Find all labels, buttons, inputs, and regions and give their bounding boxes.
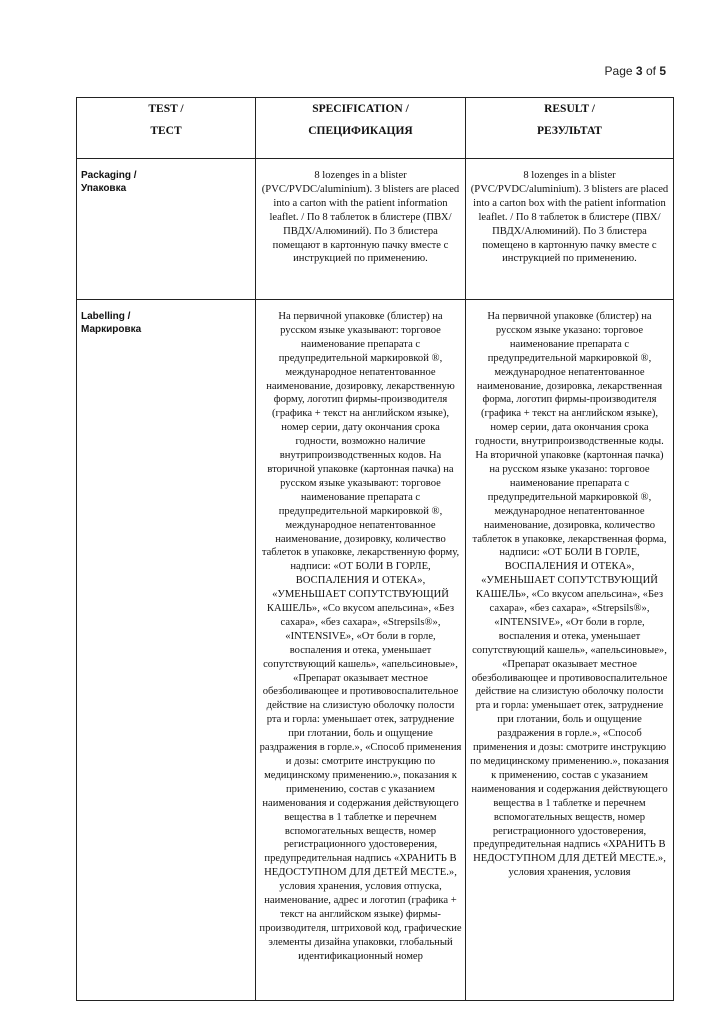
table-row-packaging: [77, 159, 674, 300]
header-test-en: TEST /: [148, 103, 184, 115]
page-of-label: of: [645, 64, 656, 78]
header-specification: [256, 98, 466, 159]
header-specification-ru: СПЕЦИФИКАЦИЯ: [308, 125, 413, 137]
table-header-row: [77, 98, 674, 159]
result-text: На первичной упаковке (блистер) на русском языке указано: торговое наименование препарата с предупредительной маркировкой ®, международное непатентованное наименование, дозировка, лекарственная форма, логотип фирмы-производителя (графика + текст на английском языке), номер серии, дата окончания срока годности, внутрипроизводственные коды. На вторичной упаковке (картонная пачка) на русском языке указано: торговое наименование препарата с предупредительной маркировкой ®, международное непатентованное наименование, дозировка, количество таблеток в упаковке, лекарственная форма, надписи: «ОТ БОЛИ В ГОРЛЕ, ВОСПАЛЕНИЯ И ОТЕКА», «УМЕНЬШАЕТ СОПУТСТВУЮЩИЙ КАШЕЛЬ», «Со вкусом апельсина», «Без сахара», «без сахара», «Strepsils®», «INTENSIVE», «От боли в горле, воспаления и отека, уменьшает сопутствующий кашель», «апельсиновые», «Препарат оказывает местное обезболивающее и противовоспалительное действие на слизистую оболочку полости рта и горла: уменьшает отек, затруднение при глотании, боль и ощущение раздражения в горле.», «Способ применения и дозы: смотрите инструкцию по медицинскому применению.», показания к применению, состав с указанием наименования и содержания действующего вещества в 1 таблетке и перечнем вспомогательных веществ, номер регистрационного удостоверения, предупредительная надпись «ХРАНИТЬ В НЕДОСТУПНОМ ДЛЯ ДЕТЕЙ МЕСТЕ.», условия хранения, условия: [470, 311, 669, 879]
page-total: 5: [659, 64, 666, 78]
header-result-en: RESULT /: [544, 103, 595, 115]
header-result: [466, 98, 674, 159]
test-name-en: Labelling /: [81, 311, 131, 322]
test-name-ru: Упаковка: [81, 183, 127, 194]
page-current: 3: [635, 64, 643, 78]
specification-text: На первичной упаковке (блистер) на русском языке указывают: торговое наименование препарата с предупредительной маркировкой ®, международное непатентованное наименование, дозировку, лекарственную форму, логотип фирмы-производителя (графика + текст на английском языке), номер серии, дату окончания срока годности, возможно наличие внутрипроизводственных кодов. На вторичной упаковке (картонная пачка) на русском языке указывают: торговое наименование препарата с предупредительной маркировкой ®, международное непатентованное наименование, дозировку, количество таблеток в упаковке, лекарственную форму, надписи: «ОТ БОЛИ В ГОРЛЕ, ВОСПАЛЕНИЯ И ОТЕКА», «УМЕНЬШАЕТ СОПУТСТВУЮЩИЙ КАШЕЛЬ», «Со вкусом апельсина», «Без сахара», «без сахара», «Strepsils®», «INTENSIVE», «От боли в горле, воспаления и отека, уменьшает сопутствующий кашель», «апельсиновые», «Препарат оказывает местное обезболивающее и противовоспалительное действие на слизистую оболочку полости рта и горла: уменьшает отек, затруднение при глотании, боль и ощущение раздражения в горле.», «Способ применения и дозы: смотрите инструкцию по медицинскому применению.», показания к применению, состав с указанием наименования и содержания действующего вещества в 1 таблетке и перечнем вспомогательных веществ, номер регистрационного удостоверения, предупредительная надпись «ХРАНИТЬ В НЕДОСТУПНОМ ДЛЯ ДЕТЕЙ МЕСТЕ.», условия хранения, условия отпуска, наименование, адрес и логотип (графика + текст на английском языке) фирмы-производителя, штриховой код, графические элементы дизайна упаковки, глобальный идентификационный номер: [259, 311, 462, 962]
specification-table: [76, 97, 674, 1001]
specification-cell-labelling: [256, 300, 466, 1001]
test-name-ru: Маркировка: [81, 324, 142, 335]
result-cell-labelling: [466, 300, 674, 1001]
page-number: [605, 64, 666, 78]
table-row-labelling: [77, 300, 674, 1001]
result-cell-packaging: [466, 159, 674, 300]
specification-cell-packaging: [256, 159, 466, 300]
specification-text: 8 lozenges in a blister (PVC/PVDC/aluminium). 3 blisters are placed into a carton with the patient information leaflet. / По 8 таблеток в блистере (ПВХ/ПВДХ/Алюминий). По 3 блистера помещают в картонную пачку вместе с инструкцией по применению.: [261, 170, 460, 265]
page-label: Page: [604, 64, 633, 78]
header-specification-en: SPECIFICATION /: [312, 103, 409, 115]
test-cell-labelling: [77, 300, 256, 1001]
test-cell-packaging: [77, 159, 256, 300]
header-test: [77, 98, 256, 159]
test-name-en: Packaging /: [81, 170, 137, 181]
header-result-ru: РЕЗУЛЬТАТ: [537, 125, 602, 137]
header-test-ru: ТЕСТ: [150, 125, 182, 137]
result-text: 8 lozenges in a blister (PVC/PVDC/aluminium). 3 blisters are placed into a carton box with the patient information leaflet. / По 8 таблеток в блистере (ПВХ/ПВДХ/Алюминий). По 3 блистера помещено в картонную пачку вместе с инструкцией по применению.: [470, 170, 669, 265]
